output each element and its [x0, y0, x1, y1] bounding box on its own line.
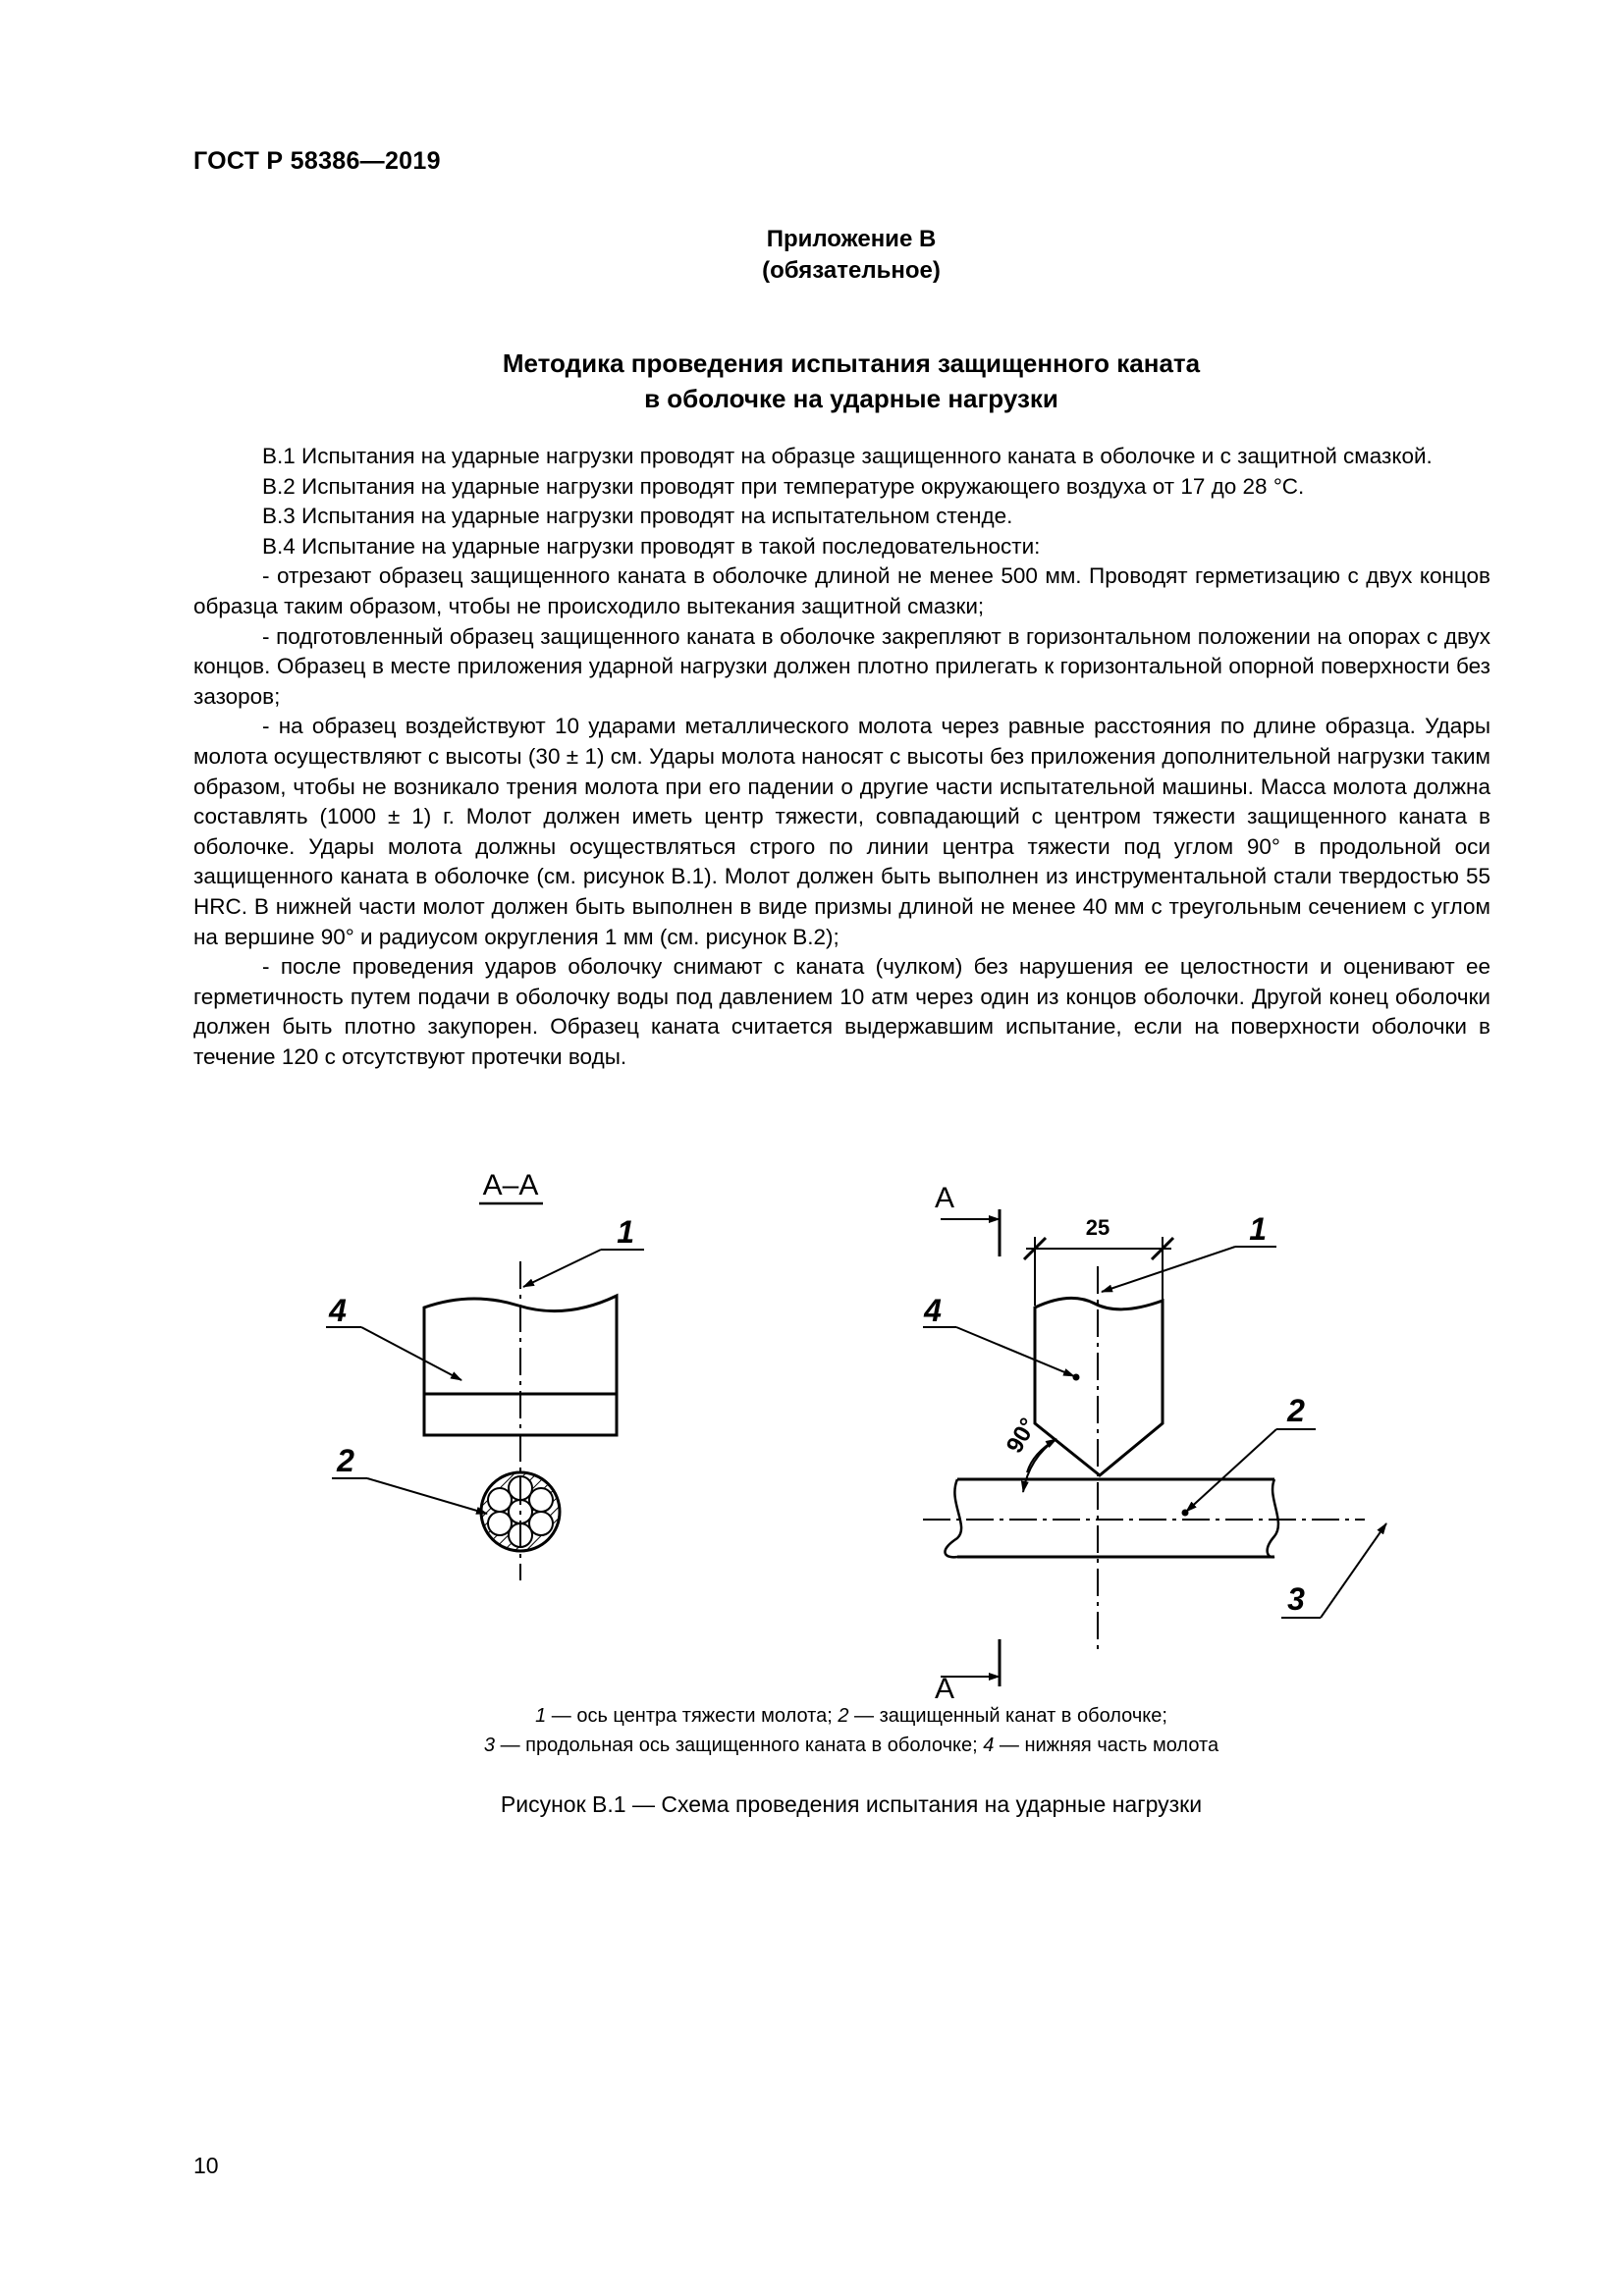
- left-callout-1-leader: [523, 1250, 601, 1287]
- paragraph-b1: В.1 Испытания на ударные нагрузки проводят на образце защищенного каната в оболочке и с защитной смазкой.: [262, 444, 1433, 468]
- right-callout-4-leader: [956, 1327, 1074, 1376]
- section-label: А–А: [482, 1169, 539, 1201]
- legend-num-1: 1: [535, 1705, 547, 1727]
- right-callout-1: 1: [1249, 1211, 1267, 1247]
- paragraph-step-4: - после проведения ударов оболочку снимают с каната (чулком) без нарушения ее целостности и оценивают ее герметичность путем подачи в оболочку воды под давлением 10 атм через один из концов оболочки. Другой конец оболочки должен быть плотно закупорен. Образец каната считается выдержавшим испытание, если на поверхности оболочки в течение 120 с отсутствуют протечки воды.: [193, 954, 1490, 1069]
- right-callout-3: 3: [1287, 1581, 1305, 1617]
- figure-legend: [0, 1701, 1624, 1760]
- right-callout-2-leader: [1186, 1429, 1276, 1512]
- paragraph-b4: В.4 Испытание на ударные нагрузки проводят в такой последовательности:: [262, 533, 1041, 559]
- document-code: ГОСТ Р 58386—2019: [193, 147, 441, 175]
- rope-side-view: [945, 1479, 1277, 1557]
- left-callout-4: 4: [329, 1293, 347, 1328]
- paragraph-b2: В.2 Испытания на ударные нагрузки проводят при температуре окружающего воздуха от 17 до 28 °С.: [262, 473, 1305, 499]
- paragraph-step-1: - отрезают образец защищенного каната в оболочке длиной не менее 500 мм. Проводят герметизацию с двух концов образца таким образом, чтобы не происходило вытекания защитной смазки;: [193, 563, 1490, 618]
- legend-text-2: — защищенный канат в оболочке;: [848, 1705, 1167, 1727]
- section-title-line-2: в оболочке на ударные нагрузки: [644, 384, 1058, 413]
- legend-num-4: 4: [983, 1735, 995, 1756]
- paragraph-step-3: - на образец воздействуют 10 ударами металлического молота через равные расстояния по длине образца. Удары молота осуществляют с высоты (30 ± 1) см. Удары молота наносят с высоты без приложения дополнительной нагрузки таким образом, чтобы не возникало трения молота при его падении о другие части испытательной машины. Масса молота должна составлять (1000 ± 1) г. Молот должен иметь центр тяжести, совпадающий с центром тяжести защищенного каната в оболочке. Удары молота должны осуществляться строго по линии центра тяжести под углом 90° в продольной оси защищенного каната в оболочке (см. рисунок В.1). Молот должен быть выполнен из инструментальной стали твердостью 55 HRC. В нижней части молот должен быть выполнен в виде призмы длиной не менее 40 мм с треугольным сечением с углом на вершине 90° и радиусом округления 1 мм (см. рисунок В.2);: [193, 714, 1490, 949]
- right-callout-3-leader: [1321, 1523, 1386, 1618]
- legend-text-1: — ось центра тяжести молота;: [546, 1705, 839, 1727]
- cut-label-top: А: [934, 1182, 955, 1214]
- legend-num-2: 2: [838, 1705, 849, 1727]
- paragraph-step-2: - подготовленный образец защищенного каната в оболочке закрепляют в горизонтальном положении на опорах с двух концов. Образец в месте приложения ударной нагрузки должен плотно прилегать к горизонтальной опорной поверхности без зазоров;: [193, 623, 1490, 709]
- right-callout-1-leader: [1102, 1247, 1235, 1292]
- figure-b1: [295, 1148, 1394, 1698]
- dimension-value: 25: [1085, 1215, 1110, 1240]
- figure-caption: Рисунок В.1 — Схема проведения испытания на ударные нагрузки: [500, 1791, 1203, 1817]
- body-text: [193, 442, 1490, 1072]
- right-callout-4-dot: [1073, 1374, 1080, 1381]
- right-callout-2: 2: [1287, 1393, 1305, 1428]
- cut-label-bottom: А: [934, 1673, 955, 1698]
- paragraph-b3: В.3 Испытания на ударные нагрузки проводят на испытательном стенде.: [262, 504, 1013, 529]
- legend-num-3: 3: [483, 1735, 496, 1756]
- left-callout-4-leader: [361, 1327, 461, 1380]
- appendix-title: Приложение В: [766, 226, 937, 252]
- left-callout-2-leader: [367, 1478, 487, 1514]
- appendix-status: (обязательное): [762, 257, 941, 284]
- legend-text-3: — продольная ось защищенного каната в оболочке;: [495, 1735, 984, 1756]
- right-callout-2-dot: [1182, 1510, 1189, 1517]
- appendix-heading: [0, 224, 1624, 287]
- page-number: 10: [193, 2153, 219, 2178]
- right-callout-4: 4: [924, 1293, 942, 1328]
- section-title-line-1: Методика проведения испытания защищенного каната: [502, 348, 1201, 378]
- left-callout-2: 2: [337, 1443, 354, 1478]
- angle-label: 90°: [1001, 1414, 1043, 1458]
- legend-line-1: [79, 1701, 1624, 1731]
- section-title: [0, 346, 1624, 416]
- legend-text-4: — нижняя часть молота: [994, 1735, 1219, 1756]
- legend-line-2: [79, 1731, 1624, 1760]
- left-callout-1: 1: [617, 1214, 634, 1250]
- figure-b1-drawing: [295, 1148, 1394, 1698]
